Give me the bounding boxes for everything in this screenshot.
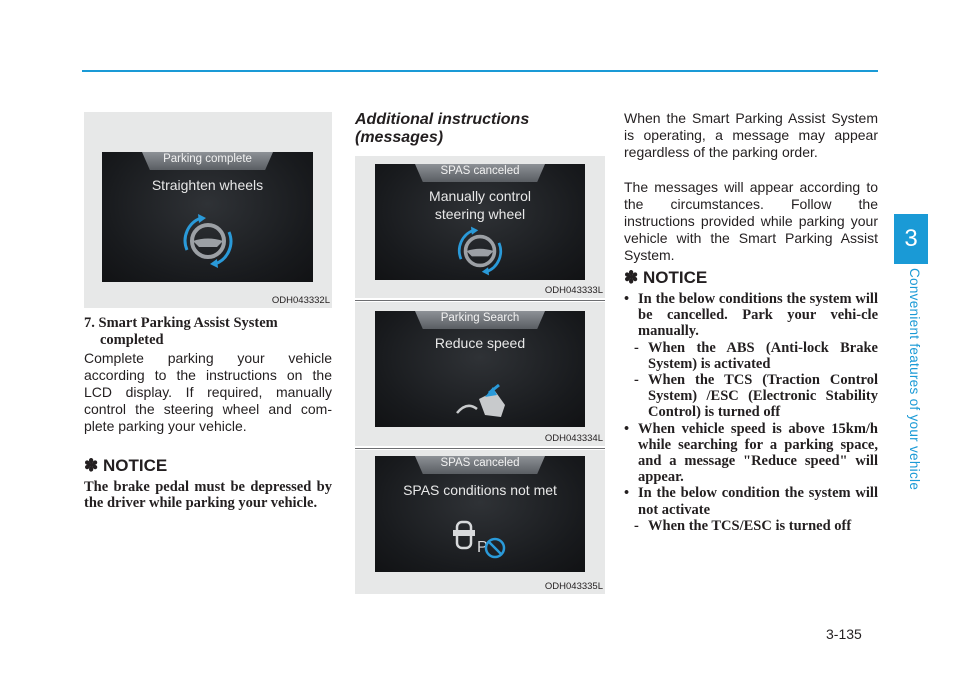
step-title-line2: completed [100,332,164,348]
status-bar-text: Parking complete [163,153,252,165]
list-item-text: In the below condition the system will not activate [638,485,878,518]
parking-prohibited-icon [451,518,511,562]
status-bar-text: SPAS canceled [440,457,520,469]
lcd-screen [375,311,585,427]
list-item-text: In the below conditions the system will be cancelled. Park your vehi-cle manually. [638,291,878,340]
list-marker: - [634,372,639,389]
lcd-screen [375,456,585,572]
notice-bullet-item [624,485,878,517]
list-item-text: When the ABS (Anti-lock Brake System) is activated [648,339,878,372]
figure-parking-complete [84,112,332,308]
screen-status-bar [375,311,585,329]
svg-text:P: P [477,539,488,556]
notice-sub-item [624,518,878,534]
list-marker: - [634,517,639,534]
page-number: 3-135 [826,626,862,642]
notice-heading: ✽ NOTICE [624,268,708,287]
steering-wheel-rotate-icon [177,210,239,272]
figure-code: ODH043335L [544,581,603,592]
list-marker: • [624,291,630,307]
intro-paragraph: When the Smart Parking Assist System is operating, a message may appear regardless of the parking order. [624,110,878,160]
step-title-line1: Smart Parking Assist System [98,315,278,331]
list-marker: - [634,339,639,356]
step-heading [84,315,332,349]
screen-status-bar [375,456,585,474]
screen-status-bar [375,164,585,182]
status-bar-text: Parking Search [440,312,520,324]
section-heading-line1: Additional instructions [355,111,530,128]
lcd-screen [375,164,585,280]
notice-list [624,291,878,534]
screen-message: Straighten wheels [151,177,264,193]
section-heading [355,111,605,147]
step-number: 7. [84,315,95,331]
figure-divider [355,300,605,301]
notice-text: The brake pedal must be depressed by the driver while parking your vehicle. [84,479,332,512]
figure-spas-conditions-not-met [355,450,605,594]
notice-heading: ✽ NOTICE [84,456,168,475]
instructions-paragraph: The messages will appear according to the circumstances. Follow the instructions provided while parking your vehicle with the Smart Parking Assist System. [624,179,878,263]
chapter-title: Convenient features of your vehicle [907,268,922,491]
notice-sub-item [624,372,878,421]
notice-sub-item [624,340,878,372]
brake-pedal-icon [455,383,519,423]
list-item-text: When vehicle speed is above 15km/h while searching for a parking space, and a message "Reduce speed" will appear. [638,420,878,486]
lcd-screen [102,152,313,282]
status-bar-text: SPAS canceled [440,165,520,177]
list-marker: • [624,485,630,502]
list-item-text: When the TCS (Traction Control System) /ESC (Electronic Stability Control) is turned off [648,372,878,421]
screen-message-line1: Manually control [429,188,531,204]
steering-wheel-rotate-icon [452,223,508,279]
screen-message-line2: steering wheel [434,206,526,222]
step-paragraph: Complete parking your vehicle according to the instructions on the LCD display. If required, manually control the steering wheel and com-plete parking your vehicle. [84,350,332,434]
figure-parking-search [355,302,605,446]
figure-code: ODH043332L [271,295,330,306]
figure-spas-canceled-manual [355,156,605,298]
figure-divider [355,448,605,449]
chapter-number-tab: 3 [894,214,928,264]
header-rule [82,70,878,72]
screen-status-bar [102,152,313,170]
list-marker: • [624,420,630,437]
screen-message: Reduce speed [434,335,526,351]
screen-message: SPAS conditions not met [403,482,557,498]
section-heading-line2: (messages) [355,129,444,146]
figure-code: ODH043333L [544,285,603,296]
notice-bullet-item [624,291,878,340]
figure-code: ODH043334L [544,433,603,444]
list-item-text: When the TCS/ESC is turned off [648,517,852,534]
notice-bullet-item [624,421,878,486]
